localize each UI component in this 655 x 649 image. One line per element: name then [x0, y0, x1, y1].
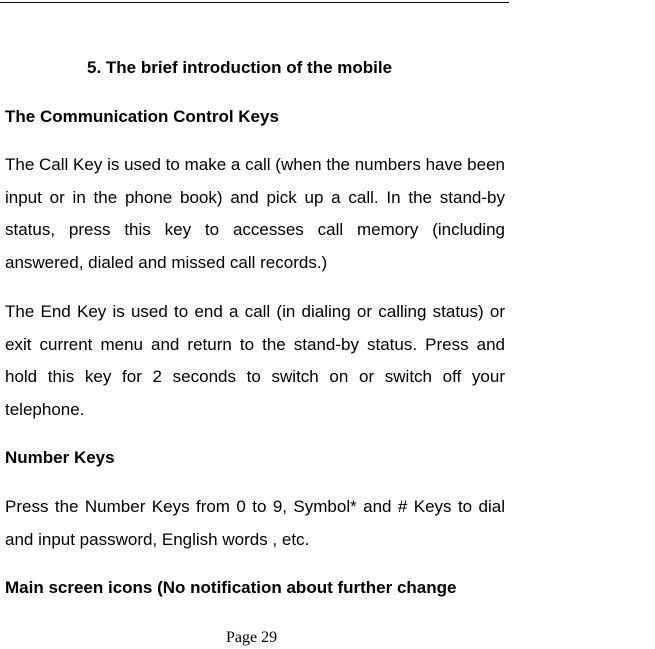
heading-number-keys: Number Keys	[5, 448, 115, 467]
section-title: 5. The brief introduction of the mobile	[87, 58, 393, 77]
header-rule	[0, 2, 509, 3]
paragraph-call-key: The Call Key is used to make a call (when the numbers have been input or in the phone book) and pick up a call. In the stand-by status, press this key to accesses call memory (including answered, dialed and missed call records.)	[5, 155, 505, 272]
paragraph-number-keys: Press the Number Keys from 0 to 9, Symbol* and # Keys to dial and input password, English words , etc.	[5, 497, 505, 549]
paragraph-end-key: The End Key is used to end a call (in dialing or calling status) or exit current menu and return to the stand-by status. Press and hold this key for 2 seconds to switch on or switch off your telephone.	[5, 302, 505, 419]
heading-main-screen-icons: Main screen icons (No notification about further change	[5, 578, 457, 597]
heading-communication-control-keys: The Communication Control Keys	[5, 107, 279, 126]
page-number: Page 29	[226, 629, 278, 646]
